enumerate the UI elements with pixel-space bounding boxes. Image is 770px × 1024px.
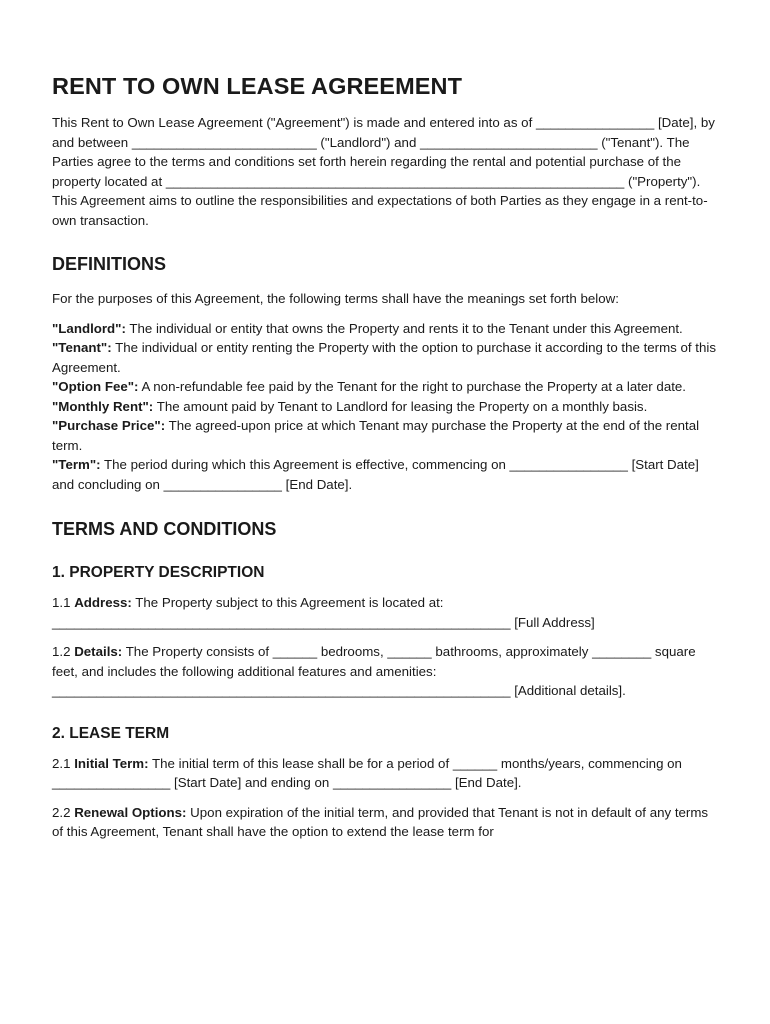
- definitions-list: [52, 319, 718, 495]
- definition-text: A non-refundable fee paid by the Tenant for the right to purchase the Property at a later date.: [138, 379, 686, 394]
- property-address-paragraph: [52, 593, 718, 632]
- definition-text: The individual or entity that owns the Property and rents it to the Tenant under this Agreement.: [125, 320, 683, 336]
- clause-number: 1.2: [52, 644, 75, 659]
- definition-landlord: [52, 319, 718, 339]
- definition-purchase-price: [52, 416, 718, 455]
- clause-text: Upon expiration of the initial term, and provided that Tenant is not in default of any terms of this Agreement, Tenant shall have the option to extend the lease term for: [52, 804, 709, 839]
- definitions-heading: DEFINITIONS: [52, 254, 167, 274]
- clause-number: 2.1: [52, 755, 75, 771]
- clause-label: Address:: [74, 595, 132, 610]
- definition-monthly-rent: [52, 397, 718, 417]
- definition-tenant: [52, 338, 718, 377]
- property-description-heading: 1. PROPERTY DESCRIPTION: [52, 564, 265, 581]
- definition-option-fee: [52, 377, 718, 397]
- definition-term: "Purchase Price":: [52, 418, 166, 433]
- lease-term-heading: 2. LEASE TERM: [52, 724, 170, 742]
- renewal-options-paragraph: [52, 803, 718, 842]
- intro-paragraph: This Rent to Own Lease Agreement ("Agreement") is made and entered into as of ________________ [Date], by and between _________________________ ("Landlord") and ________________________ ("Tenant"). The Parties agree to the terms and conditions set forth herein regarding the rental and potential purchase of the property located at ______________________________________________________________ ("Property"). This Agreement aims to outline the responsibilities and expectations of both Parties as they engage in a rent-to-own transaction.: [52, 115, 715, 228]
- clause-number: 2.2: [52, 804, 75, 820]
- definition-text: The period during which this Agreement is effective, commencing on ________________ [Start Date] and concluding on ________________ [End Date].: [52, 457, 699, 492]
- clause-label: Details:: [74, 644, 123, 659]
- definition-term: "Term":: [52, 457, 101, 472]
- clause-number: 1.1: [52, 595, 75, 610]
- clause-text: The Property subject to this Agreement is located at: ______________________________________________________________ [Full Address]: [52, 595, 595, 630]
- property-details-paragraph: [52, 642, 718, 701]
- definition-text: The amount paid by Tenant to Landlord for leasing the Property on a monthly basis.: [153, 398, 648, 414]
- clause-label: Initial Term:: [74, 755, 149, 771]
- clause-text: The Property consists of ______ bedrooms, ______ bathrooms, approximately ________ square feet, and includes the following additional features and amenities: ______________________________________________________________ [Additional details].: [52, 644, 696, 698]
- definition-term: "Option Fee":: [52, 379, 139, 394]
- definition-term: "Monthly Rent":: [52, 398, 154, 414]
- definition-term: "Landlord":: [52, 320, 126, 336]
- definition-term: "Tenant":: [52, 340, 112, 355]
- definition-text: The individual or entity renting the Property with the option to purchase it according to the terms of this Agreement.: [52, 340, 716, 375]
- clause-text: The initial term of this lease shall be for a period of ______ months/years, commencing on ________________ [Start Date] and ending on ________________ [End Date].: [52, 755, 682, 790]
- definition-term-period: [52, 455, 718, 494]
- initial-term-paragraph: [52, 754, 718, 793]
- document-title: RENT TO OWN LEASE AGREEMENT: [52, 73, 463, 99]
- clause-label: Renewal Options:: [74, 804, 187, 820]
- definitions-lead: For the purposes of this Agreement, the following terms shall have the meanings set forth below:: [52, 291, 619, 306]
- definition-text: The agreed-upon price at which Tenant may purchase the Property at the end of the rental term.: [52, 418, 700, 453]
- terms-heading: TERMS AND CONDITIONS: [52, 519, 277, 539]
